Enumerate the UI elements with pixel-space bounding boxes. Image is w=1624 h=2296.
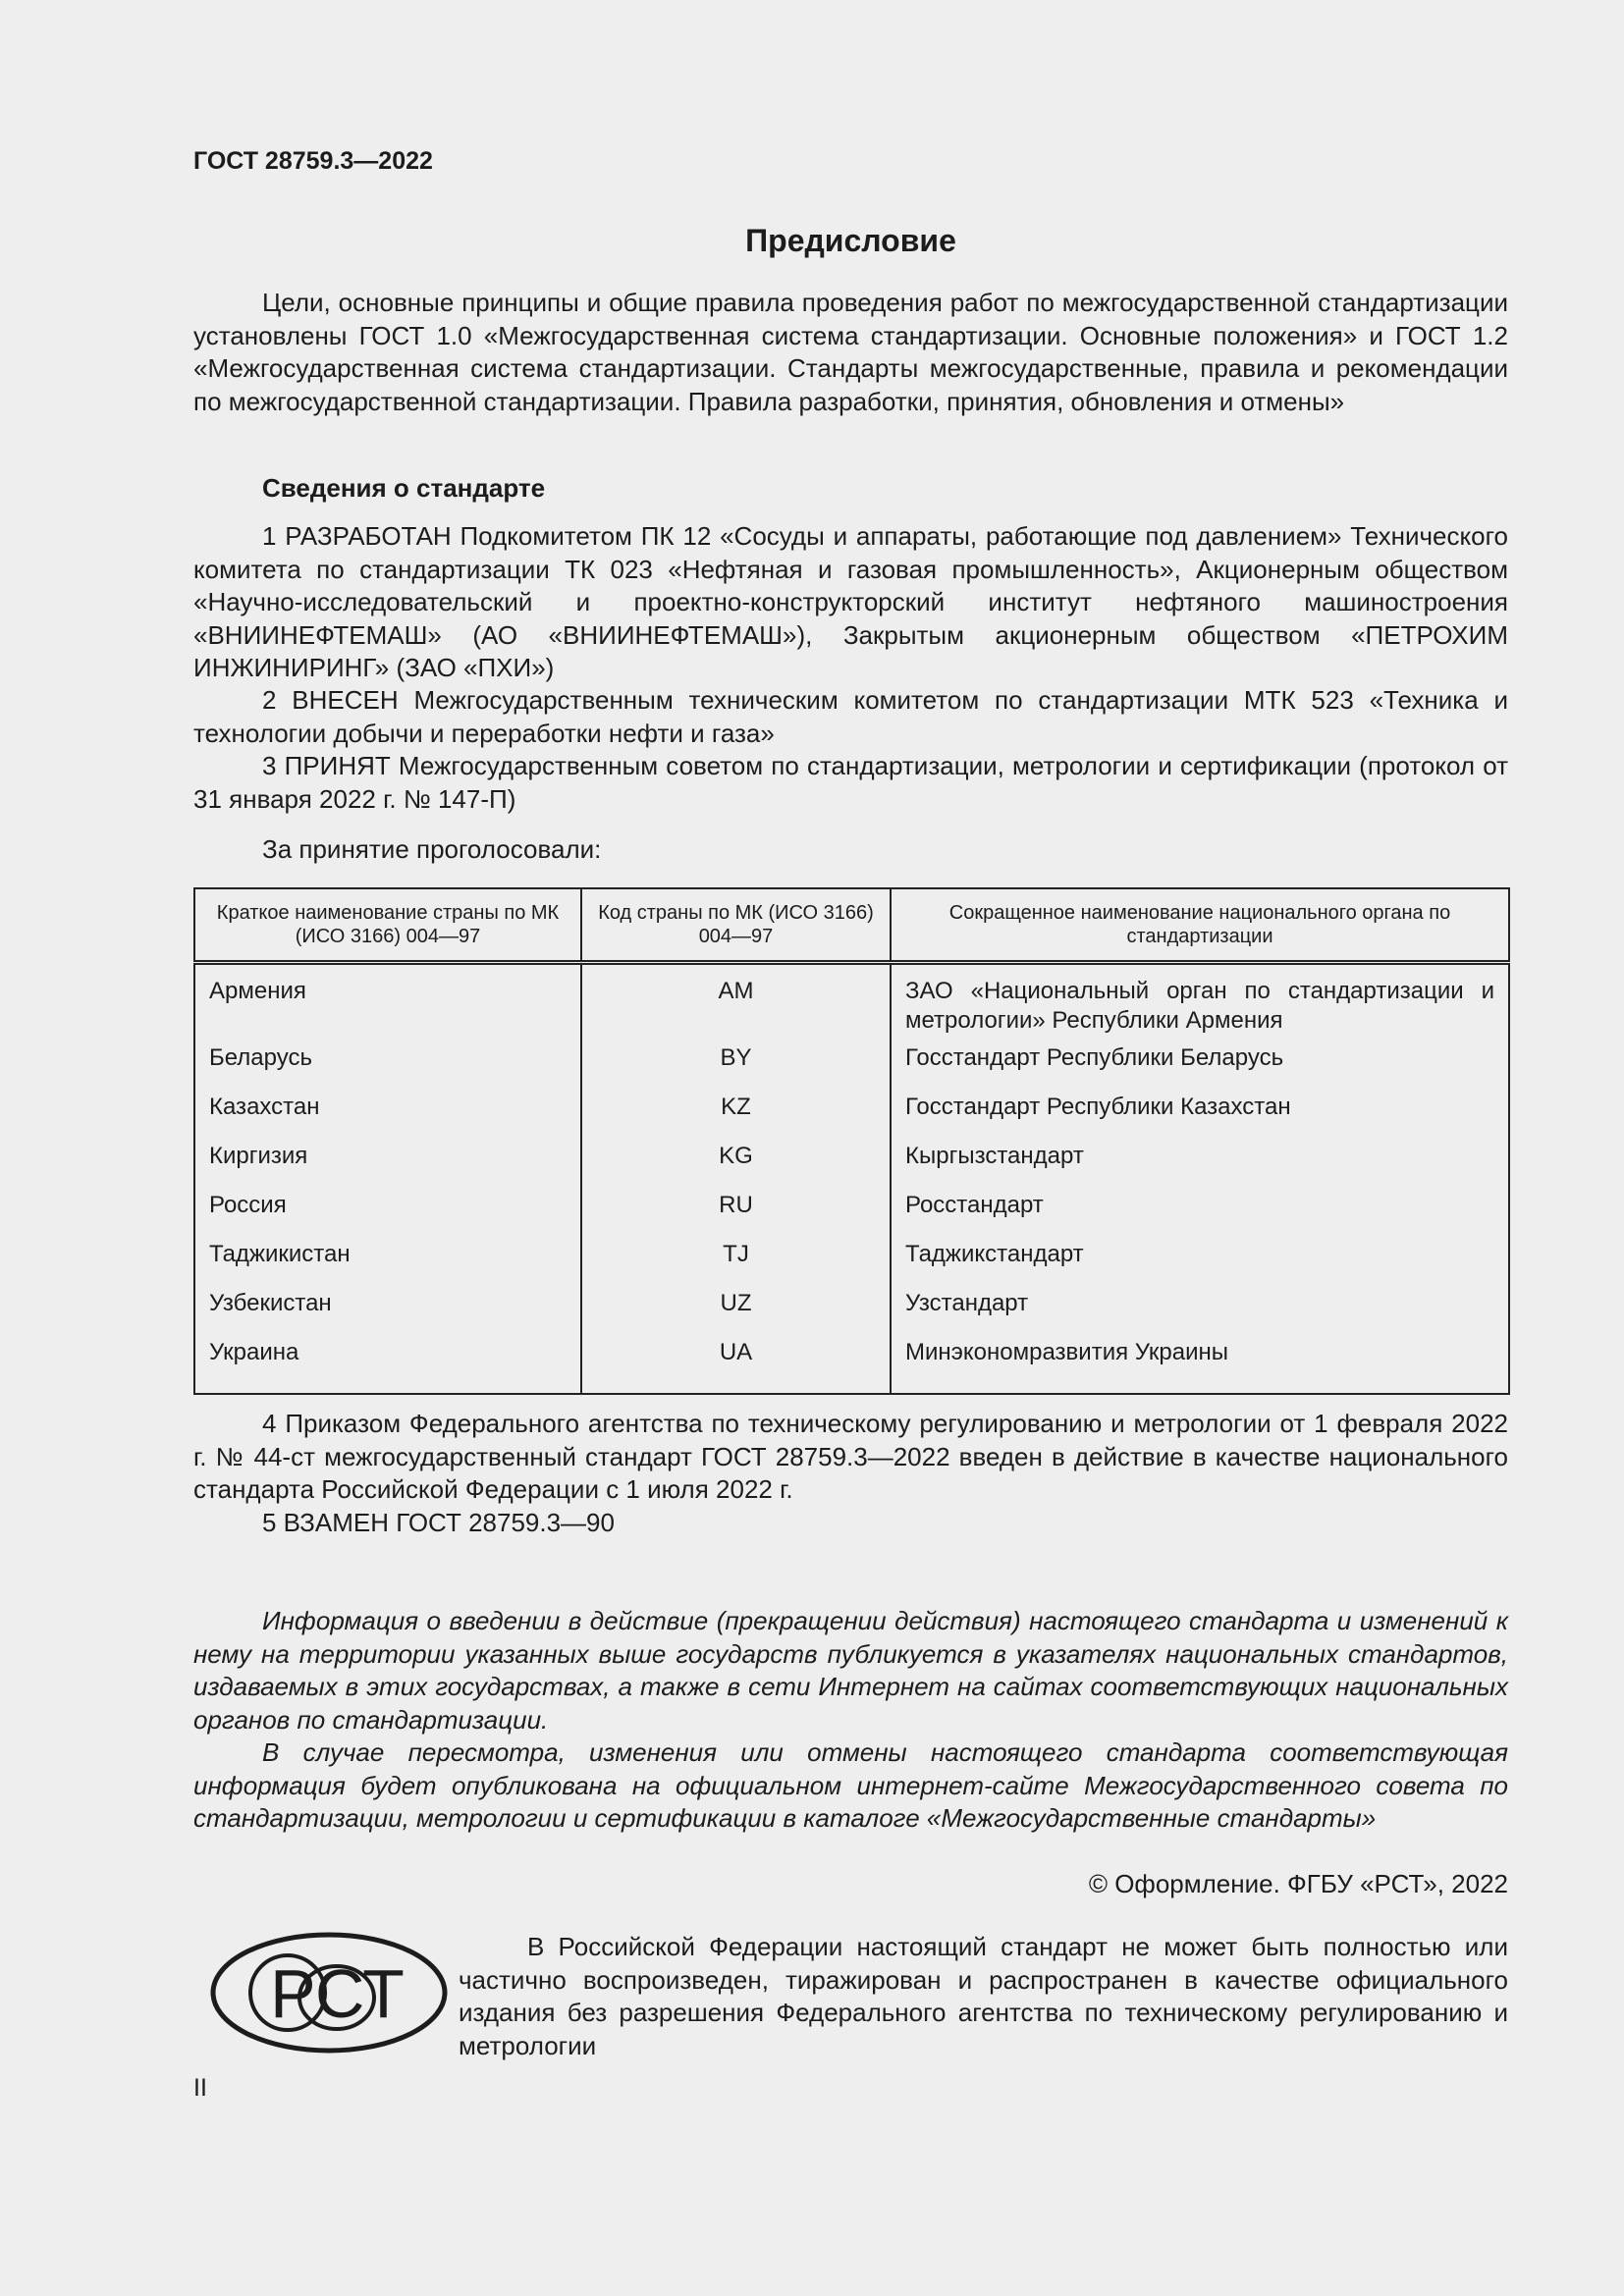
table-row [194, 1043, 1509, 1093]
item-developed: 1 РАЗРАБОТАН Подкомитетом ПК 12 «Сосуды и аппараты, работающие под давлением» Технического комитета по стандартизации ТК 023 «Нефтяная и газовая промышленность», Акционерным обществом «Научно-исследовательский и проектно-конструкторский институт нефтяного машиностроения «ВНИИНЕФТЕМАШ» (АО «ВНИИНЕФТЕМАШ»), Закрытым акционерным обществом «ПЕТРОХИМ ИНЖИНИРИНГ» (ЗАО «ПХИ») [193, 521, 1508, 682]
cell-org: Узстандарт [891, 1289, 1509, 1338]
cell-code: UA [581, 1338, 891, 1394]
cell-country: Армения [194, 963, 581, 1044]
col-header-org: Сокращенное наименование национального органа по стандартизации [891, 888, 1509, 963]
rst-logo-icon [209, 1931, 449, 2055]
cell-country: Россия [194, 1191, 581, 1240]
page-title: Предисловие [745, 223, 956, 258]
table-header-row [194, 888, 1509, 963]
table-row [194, 1289, 1509, 1338]
cell-org: Кыргызстандарт [891, 1142, 1509, 1191]
table-row [194, 1191, 1509, 1240]
cell-code: KZ [581, 1093, 891, 1142]
cell-country: Киргизия [194, 1142, 581, 1191]
cell-code: RU [581, 1191, 891, 1240]
cell-code: BY [581, 1043, 891, 1093]
table-row [194, 1142, 1509, 1191]
cell-code: KG [581, 1142, 891, 1191]
rights-notice: В Российской Федерации настоящий стандарт не может быть полностью или частично воспроизведен, тиражирован и распространен в качестве официального издания без разрешения Федерального агентства по техническому регулированию и метрологии [459, 1932, 1508, 2060]
cell-org: Госстандарт Республики Казахстан [891, 1093, 1509, 1142]
cell-code: AM [581, 963, 891, 1044]
document-code: ГОСТ 28759.3—2022 [193, 147, 433, 175]
info-heading: Сведения о стандарте [262, 473, 546, 503]
table-row [194, 1338, 1509, 1394]
logo-letters: РСТ [270, 1955, 405, 2032]
note-publication: Информация о введении в действие (прекращении действия) настоящего стандарта и изменений к нему на территории указанных выше государств публикуется в указателях национальных стандартов, издаваемых в этих государствах, а также в сети Интернет на сайтах соответствующих национальных органов по стандартизации. [193, 1606, 1508, 1735]
voted-label: За принятие проголосовали: [262, 834, 602, 864]
cell-country: Украина [194, 1338, 581, 1394]
cell-country: Казахстан [194, 1093, 581, 1142]
page-number: II [193, 2074, 207, 2102]
table-row [194, 1240, 1509, 1289]
item-adopted: 3 ПРИНЯТ Межгосударственным советом по стандартизации, метрологии и сертификации (протокол от 31 января 2022 г. № 147-П) [193, 751, 1508, 814]
cell-org: Госстандарт Республики Беларусь [891, 1043, 1509, 1093]
voting-countries-table [193, 887, 1510, 1395]
item-submitted: 2 ВНЕСЕН Межгосударственным техническим комитетом по стандартизации МТК 523 «Техника и технологии добычи и переработки нефти и газа» [193, 685, 1508, 748]
note-revision: В случае пересмотра, изменения или отмены настоящего стандарта соответствующая информация будет опубликована на официальном интернет-сайте Межгосударственного совета по стандартизации, метрологии и сертификации в каталоге «Межгосударственные стандарты» [193, 1737, 1508, 1833]
copyright-text: © Оформление. ФГБУ «РСТ», 2022 [1088, 1869, 1508, 1898]
cell-country: Беларусь [194, 1043, 581, 1093]
intro-paragraph: Цели, основные принципы и общие правила проведения работ по межгосударственной стандартизации установлены ГОСТ 1.0 «Межгосударственная система стандартизации. Основные положения» и ГОСТ 1.2 «Межгосударственная система стандартизации. Стандарты межгосударственные, правила и рекомендации по межгосударственной стандартизации. Правила разработки, принятия, обновления и отмены» [193, 288, 1508, 416]
item-enacted: 4 Приказом Федерального агентства по техническому регулированию и метрологии от 1 февраля 2022 г. № 44-ст межгосударственный стандарт ГОСТ 28759.3—2022 введен в действие в качестве национального стандарта Российской Федерации с 1 июля 2022 г. [193, 1409, 1508, 1504]
cell-code: TJ [581, 1240, 891, 1289]
cell-country: Узбекистан [194, 1289, 581, 1338]
table-row [194, 963, 1509, 1044]
cell-org: Росстандарт [891, 1191, 1509, 1240]
col-header-code: Код страны по МК (ИСО 3166) 004—97 [581, 888, 891, 963]
col-header-country: Краткое наименование страны по МК (ИСО 3166) 004—97 [194, 888, 581, 963]
table-row [194, 1093, 1509, 1142]
item-replaces: 5 ВЗАМЕН ГОСТ 28759.3—90 [262, 1508, 615, 1537]
cell-org: Таджикстандарт [891, 1240, 1509, 1289]
cell-org: ЗАО «Национальный орган по стандартизации и метрологии» Республики Армения [891, 963, 1509, 1044]
cell-code: UZ [581, 1289, 891, 1338]
cell-country: Таджикистан [194, 1240, 581, 1289]
cell-org: Минэкономразвития Украины [891, 1338, 1509, 1394]
